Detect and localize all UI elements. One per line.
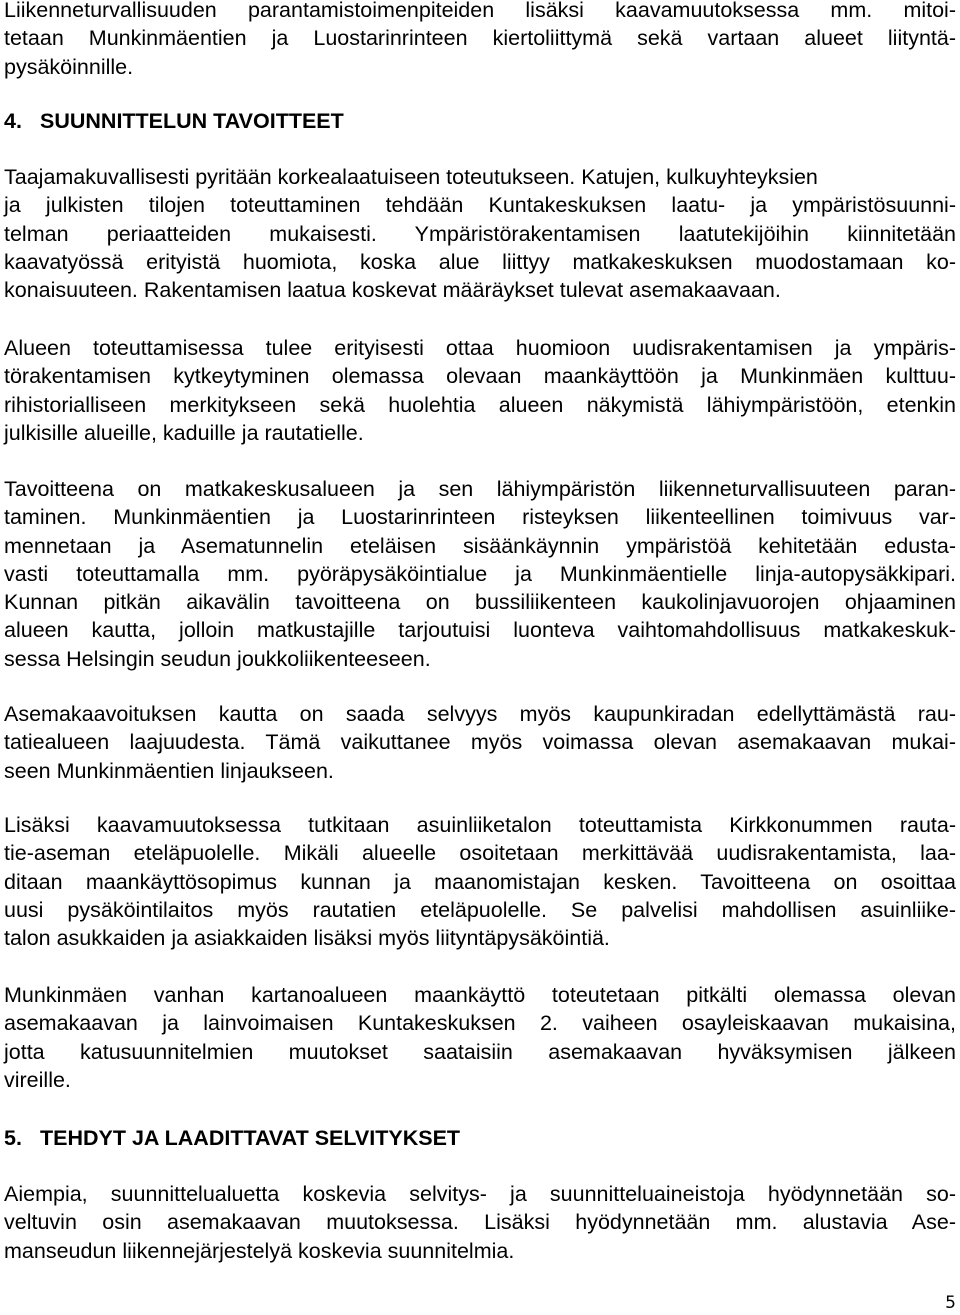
- text-line: konaisuuteen. Rakentamisen laatua koskevat määräykset tulevat asemakaavaan.: [4, 278, 781, 303]
- text-line: Liikenneturvallisuuden parantamistoimenpiteiden lisäksi kaavamuutoksessa mm. mitoi-: [4, 0, 956, 22]
- text-line: Tavoitteena on matkakeskusalueen ja sen lähiympäristön liikenneturvallisuuteen paran-: [4, 477, 956, 501]
- section-title: SUUNNITTELUN TAVOITTEET: [40, 109, 344, 133]
- text-line: ditaan maankäyttösopimus kunnan ja maanomistajan kesken. Tavoitteena on osoittaa: [4, 869, 956, 894]
- text-line: asemakaavan ja lainvoimaisen Kuntakeskuksen 2. vaiheen osayleiskaavan mukaisina,: [4, 1011, 956, 1036]
- section-number: 4.: [4, 109, 22, 133]
- section-number: 5.: [4, 1126, 22, 1150]
- text-line: sessa Helsingin seudun joukkoliikenteeseen.: [4, 646, 431, 671]
- text-line: Aiempia, suunnittelualuetta koskevia selvitys- ja suunnitteluaineistoja hyödynnetään so-: [4, 1182, 956, 1206]
- text-line: kaavatyössä erityistä huomiota, koska alue liittyy matkakeskuksen muodostamaan ko-: [4, 249, 956, 274]
- text-line: rihistorialliseen merkitykseen sekä huolehtia alueen näkymistä lähiympäristöön, etenkin: [4, 392, 956, 417]
- text-line: taminen. Munkinmäentien ja Luostarinrinteen risteyksen liikenteellinen toimivuus var-: [4, 505, 956, 530]
- text-line: ja julkisten tilojen toteuttaminen tehdään Kuntakeskuksen laatu- ja ympäristösuunni-: [4, 193, 956, 218]
- text-line: Kunnan pitkän aikavälin tavoitteena on bussiliikenteen kaukolinjavuorojen ohjaaminen: [4, 590, 956, 615]
- text-line: manseudun liikennejärjestelyä koskevia suunnitelmia.: [4, 1238, 515, 1263]
- text-line: jotta katusuunnitelmien muutokset saataisiin asemakaavan hyväksymisen jälkeen: [4, 1039, 956, 1064]
- text-line: Alueen toteuttamisessa tulee erityisesti ottaa huomioon uudisrakentamisen ja ympäris-: [4, 336, 956, 360]
- section-title: TEHDYT JA LAADITTAVAT SELVITYKSET: [40, 1126, 461, 1150]
- text-line: talon asukkaiden ja asiakkaiden lisäksi myös liityntäpysäköintiä.: [4, 926, 610, 951]
- text-line: pysäköinnille.: [4, 54, 134, 79]
- paragraph-6: [4, 981, 956, 1094]
- text-line: tetaan Munkinmäentien ja Luostarinrinteen kiertoliittymä sekä vartaan alueet liityntä-: [4, 26, 956, 51]
- text-line: vireille.: [4, 1067, 71, 1092]
- paragraph-1: [4, 163, 956, 304]
- text-line: telman periaatteiden mukaisesti. Ympäristörakentamisen laatutekijöihin kiinnitetään: [4, 221, 956, 246]
- paragraph-3: [4, 475, 956, 673]
- text-line: Munkinmäen vanhan kartanoalueen maankäyttö toteutetaan pitkälti olemassa olevan: [4, 983, 956, 1007]
- paragraph-4: [4, 700, 956, 785]
- intro-paragraph: [4, 0, 956, 81]
- text-line: Asemakaavoituksen kautta on saada selvyys myös kaupunkiradan edellyttämästä rau-: [4, 702, 956, 726]
- text-line: Lisäksi kaavamuutoksessa tutkitaan asuinliiketalon toteuttamista Kirkkonummen rauta-: [4, 813, 956, 837]
- text-line: seen Munkinmäentien linjaukseen.: [4, 758, 334, 783]
- text-line: Taajamakuvallisesti pyritään korkealaatuiseen toteutukseen. Katujen, kulkuyhteyksien: [4, 165, 818, 189]
- paragraph-7: [4, 1180, 956, 1265]
- text-line: tie-aseman eteläpuolelle. Mikäli alueelle osoitetaan merkittävää uudisrakentamista, laa-: [4, 841, 956, 866]
- text-line: törakentamisen kytkeytyminen olemassa olevaan maankäyttöön ja Munkinmäen kulttuu-: [4, 364, 956, 389]
- text-line: veltuvin osin asemakaavan muutoksessa. Lisäksi hyödynnetään mm. alustavia Ase-: [4, 1210, 956, 1235]
- text-line: alueen kautta, jolloin matkustajille tarjoutuisi luonteva vaihtomahdollisuus matkakeskuk-: [4, 618, 956, 643]
- paragraph-5: [4, 811, 956, 952]
- section-5-heading: [4, 1124, 460, 1152]
- paragraph-2: [4, 334, 956, 447]
- section-4-heading: [4, 107, 344, 135]
- text-line: mennetaan ja Asematunnelin eteläisen sisäänkäynnin ympäristöä kehitetään edusta-: [4, 533, 956, 558]
- text-line: julkisille alueille, kaduille ja rautatielle.: [4, 420, 364, 445]
- text-line: tatiealueen laajuudesta. Tämä vaikuttanee myös voimassa olevan asemakaavan mukai-: [4, 730, 956, 755]
- text-line: vasti toteuttamalla mm. pyöräpysäköintialue ja Munkinmäentielle linja-autopysäkkipari.: [4, 561, 956, 586]
- text-line: uusi pysäköintilaitos myös rautatien eteläpuolelle. Se palvelisi mahdollisen asuinliike-: [4, 897, 956, 922]
- page-number: 5: [945, 1293, 956, 1313]
